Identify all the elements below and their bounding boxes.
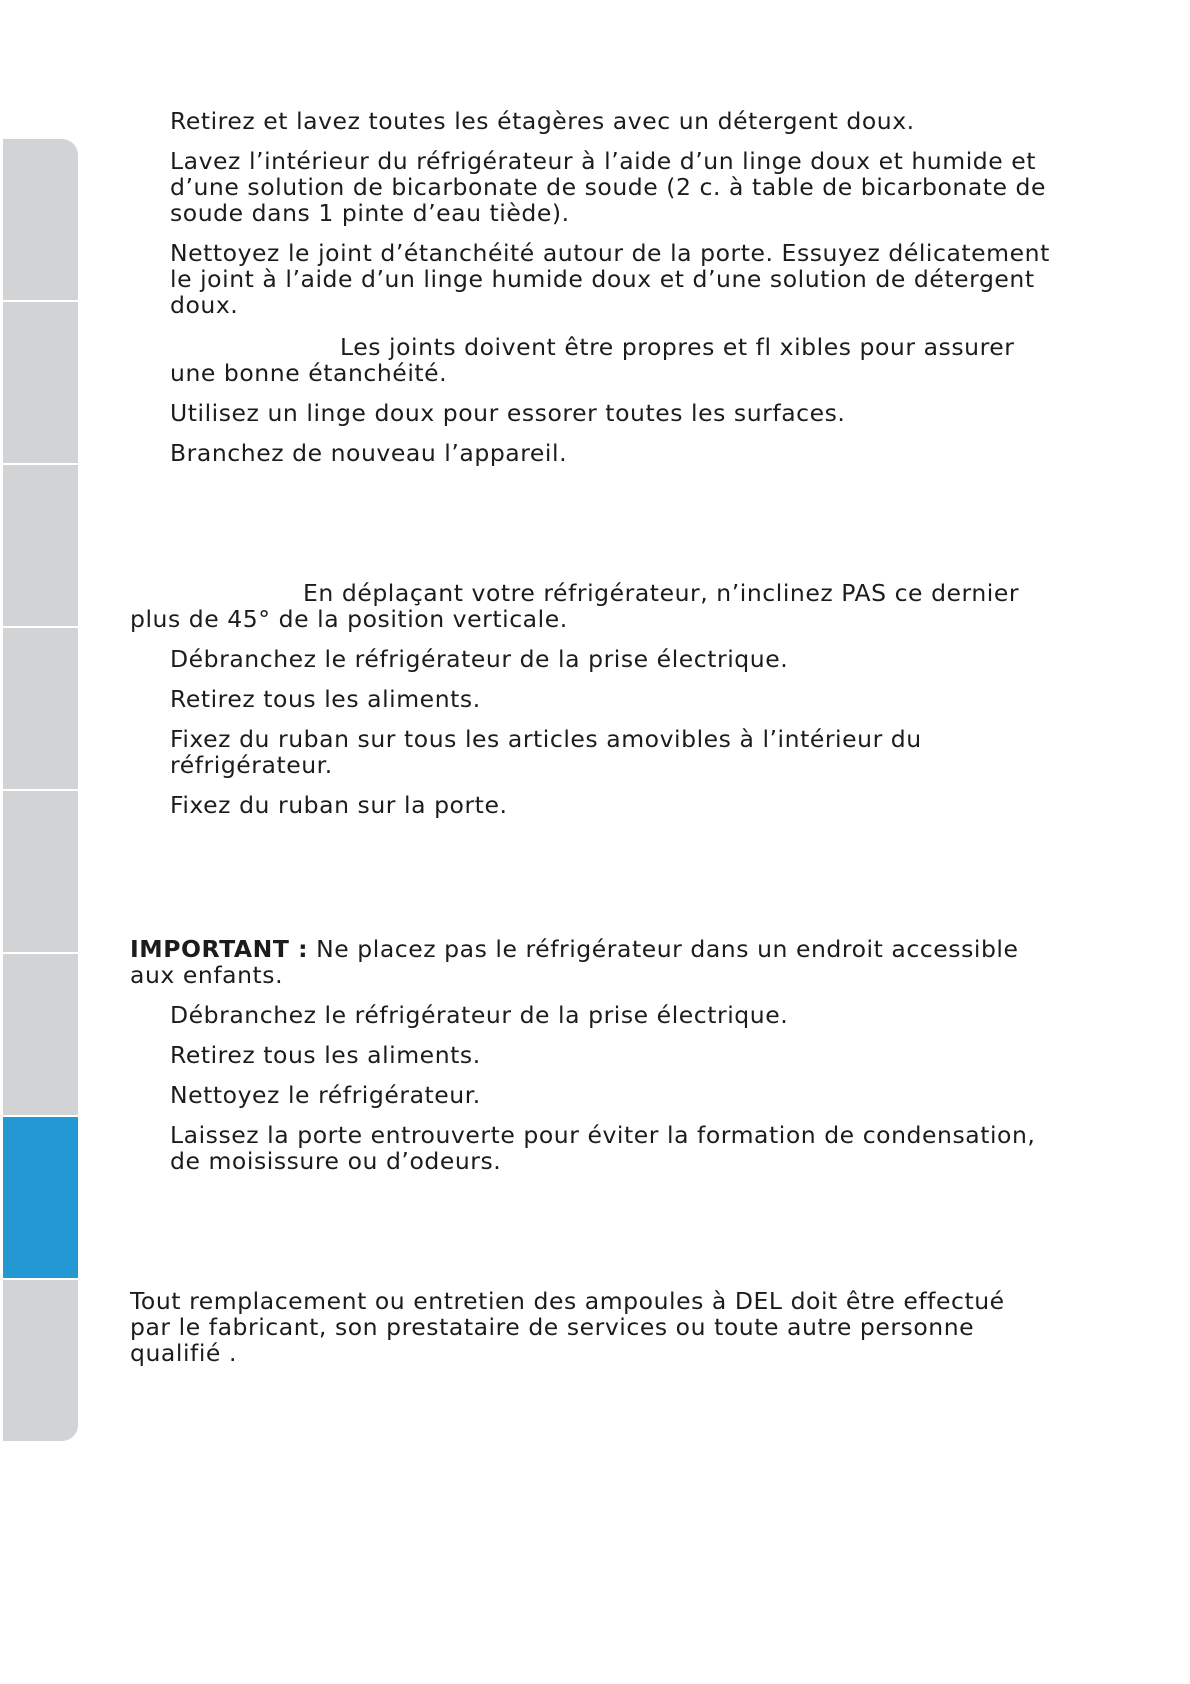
cleaning-note-line1: Les joints doivent être propres et fl xibles pour assurer [340,333,1015,361]
section-tab-8[interactable] [3,1280,78,1441]
storage-important-line1 [130,936,1019,962]
cleaning-step-shelves: Retirez et lavez toutes les étagères avec un détergent doux. [170,107,915,135]
storage-step-remove-food: Retirez tous les aliments. [170,1041,481,1069]
storage-step-door-line2: de moisissure ou d’odeurs. [170,1147,502,1175]
important-text: Ne placez pas le réfrigérateur dans un endroit accessible [308,935,1019,963]
cleaning-step-gasket-line3: doux. [170,291,239,319]
cleaning-note-line2: une bonne étanchéité. [170,359,448,387]
section-tab-1[interactable] [3,139,78,300]
storage-step-clean: Nettoyez le réfrigérateur. [170,1081,481,1109]
moving-step-tape-line2: réfrigérateur. [170,751,333,779]
section-tab-3[interactable] [3,465,78,626]
section-tab-4[interactable] [3,628,78,789]
led-text-line2: par le fabricant, son prestataire de services ou toute autre personne [130,1313,975,1341]
storage-step-unplug: Débranchez le réfrigérateur de la prise électrique. [170,1001,789,1029]
moving-step-tape-door: Fixez du ruban sur la porte. [170,791,508,819]
cleaning-step-replug: Branchez de nouveau l’appareil. [170,439,568,467]
moving-caution-line2: plus de 45° de la position verticale. [130,605,568,633]
section-tab-6[interactable] [3,954,78,1115]
cleaning-step-gasket-line2: le joint à l’aide d’un linge humide doux et d’une solution de détergent [170,265,1035,293]
section-tab-2[interactable] [3,302,78,463]
moving-step-unplug: Débranchez le réfrigérateur de la prise électrique. [170,645,789,673]
led-text-line1: Tout remplacement ou entretien des ampoules à DEL doit être effectué [130,1287,1005,1315]
moving-caution-line1: En déplaçant votre réfrigérateur, n’inclinez PAS ce dernier [303,579,1020,607]
storage-step-door-line1: Laissez la porte entrouverte pour éviter la formation de condensation, [170,1121,1036,1149]
section-tab-7-active[interactable] [3,1117,78,1278]
cleaning-step-gasket-line1: Nettoyez le joint d’étanchéité autour de la porte. Essuyez délicatement [170,239,1050,267]
storage-important-line2: aux enfants. [130,961,284,989]
moving-step-remove-food: Retirez tous les aliments. [170,685,481,713]
section-tabs [3,139,78,1442]
led-text-line3: qualifié . [130,1339,237,1367]
cleaning-step-interior-line1: Lavez l’intérieur du réfrigérateur à l’aide d’un linge doux et humide et [170,147,1037,175]
section-tab-5[interactable] [3,791,78,952]
cleaning-step-interior-line2: d’une solution de bicarbonate de soude (2 c. à table de bicarbonate de [170,173,1047,201]
cleaning-step-dry: Utilisez un linge doux pour essorer toutes les surfaces. [170,399,846,427]
moving-step-tape-line1: Fixez du ruban sur tous les articles amovibles à l’intérieur du [170,725,922,753]
important-label: IMPORTANT : [130,935,309,963]
cleaning-step-interior-line3: soude dans 1 pinte d’eau tiède). [170,199,570,227]
